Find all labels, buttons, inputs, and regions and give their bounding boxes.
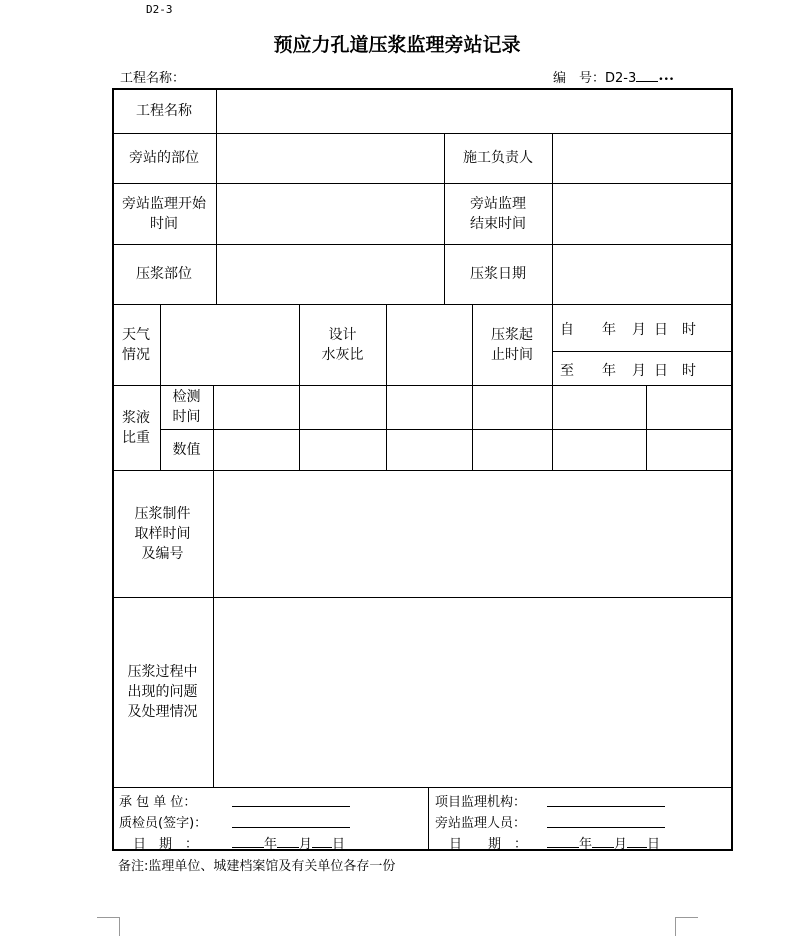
- date-left-value[interactable]: 年 月 日: [232, 833, 345, 852]
- issues-input[interactable]: [214, 597, 733, 787]
- document-id: D2-3: [146, 3, 173, 16]
- grout-part-cell: 压浆部位: [136, 266, 192, 282]
- crop-mark: [675, 917, 698, 936]
- page-title: 预应力孔道压浆监理旁站记录: [273, 34, 521, 56]
- inspector-label: 质检员(签字)：: [119, 816, 208, 831]
- grout-date-cell: 压浆日期: [470, 266, 526, 282]
- col-divider: [213, 385, 214, 470]
- value-cell: 数值: [172, 441, 201, 458]
- station-part-input[interactable]: [217, 133, 444, 183]
- record-code-trail: •••: [658, 75, 675, 85]
- row-divider: [552, 351, 733, 352]
- contractor-label: 承 包 单 位：: [119, 795, 197, 810]
- record-code-value: D2-3: [605, 71, 637, 86]
- start-time-cell: 旁站监理开始 时间: [122, 195, 206, 232]
- grout-date-input[interactable]: [553, 244, 733, 304]
- col-divider: [646, 385, 647, 470]
- construction-lead-cell: 施工负责人: [463, 150, 533, 166]
- date-right-label: 日 期 ：: [449, 837, 528, 852]
- contractor-line[interactable]: [232, 806, 350, 807]
- date-right-value[interactable]: 年 月 日: [547, 833, 660, 852]
- grout-time-cell: 压浆起 止时间: [491, 326, 533, 363]
- supervisor-label: 旁站监理人员：: [435, 816, 527, 831]
- supervision-org-line[interactable]: [547, 806, 665, 807]
- project-name-cell: 工程名称: [136, 102, 192, 119]
- row-divider: [160, 429, 733, 430]
- remark-note: 备注:监理单位、城建档案馆及有关单位各存一份: [118, 859, 396, 874]
- date-left-label: 日 期 ：: [133, 837, 199, 852]
- supervisor-line[interactable]: [547, 827, 665, 828]
- record-code: [553, 67, 674, 86]
- construction-lead-input[interactable]: [553, 133, 733, 183]
- slurry-density-cell: 浆液 比重: [122, 409, 150, 446]
- check-time-cell: 检测 时间: [172, 389, 201, 425]
- grout-part-input[interactable]: [217, 244, 444, 304]
- end-time-input[interactable]: [553, 183, 733, 244]
- sample-cell: 压浆制件 取样时间 及编号: [134, 505, 191, 562]
- wc-ratio-input[interactable]: [387, 304, 472, 385]
- station-part-cell: 旁站的部位: [129, 150, 199, 166]
- record-code-label: 编 号：: [553, 71, 606, 86]
- sample-input[interactable]: [214, 470, 733, 597]
- record-code-blank[interactable]: [636, 70, 658, 82]
- row-divider: [112, 787, 733, 788]
- weather-input[interactable]: [161, 304, 299, 385]
- crop-mark: [97, 917, 120, 936]
- col-divider: [428, 787, 429, 851]
- from-time-row[interactable]: 自 年 月 日 时: [560, 322, 696, 338]
- inspector-line[interactable]: [232, 827, 350, 828]
- to-time-row[interactable]: 至 年 月 日 时: [560, 363, 696, 379]
- project-name-label: 工程名称：: [120, 71, 186, 86]
- start-time-input[interactable]: [217, 183, 444, 244]
- project-name-input[interactable]: [217, 88, 733, 133]
- supervision-org-label: 项目监理机构：: [435, 795, 527, 810]
- weather-cell: 天气 情况: [122, 326, 150, 363]
- issues-cell: 压浆过程中 出现的问题 及处理情况: [127, 664, 198, 720]
- end-time-cell: 旁站监理 结束时间: [470, 195, 526, 232]
- wc-ratio-cell: 设计 水灰比: [321, 326, 364, 363]
